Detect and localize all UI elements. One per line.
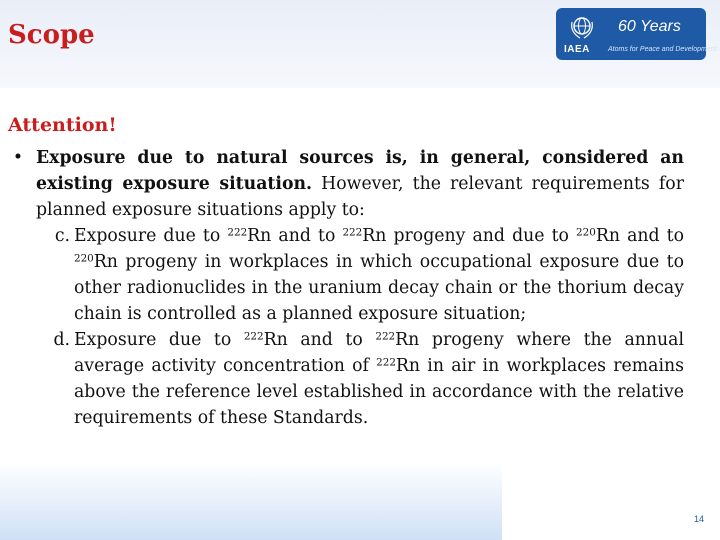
list-item-d (36, 327, 684, 431)
list-item-text: Rn progeny where the annual average activity concentration of (74, 330, 685, 376)
isotope-superscript: 222 (342, 226, 363, 239)
isotope-superscript: 220 (74, 252, 94, 265)
bullet-bold-text: Exposure due to natural sources is, in general, considered an existing exposure situation. (36, 148, 684, 194)
iaea-60-years-logo (556, 8, 717, 60)
isotope-superscript: 222 (227, 226, 248, 239)
bullet-normal-text: However, the relevant requirements for planned exposure situations apply to: (36, 174, 684, 220)
slide-body (8, 145, 684, 431)
un-emblem-icon (568, 14, 596, 42)
page-number: 14 (693, 514, 704, 524)
list-item-text: Rn in air in workplaces remains above the reference level established in accordance with the relative requirements of these Standards. (74, 356, 684, 428)
list-item-c (36, 223, 684, 327)
isotope-superscript: 222 (243, 330, 264, 343)
list-item-letter: c. (54, 226, 70, 246)
list-item-letter: d. (53, 330, 70, 350)
list-item-text: Rn progeny and due to (362, 226, 577, 246)
list-item-text: Rn and to (263, 330, 376, 350)
sub-list (36, 223, 684, 431)
footer-band (0, 462, 502, 540)
list-item-text: Rn progeny in workplaces in which occupational exposure due to other radionuclides in the uranium decay chain or the thorium decay chain is controlled as a planned exposure situation; (74, 252, 684, 324)
bullet-icon: • (12, 148, 24, 168)
page-title: Scope (8, 20, 95, 50)
isotope-superscript: 222 (375, 330, 396, 343)
list-item-text: Rn and to (247, 226, 343, 246)
isotope-superscript: 222 (376, 356, 396, 369)
list-item-text: Exposure due to (74, 330, 244, 350)
attention-heading: Attention! (8, 114, 117, 136)
logo-tagline-text: Atoms for Peace and Development (608, 46, 717, 53)
list-item-text: Exposure due to (74, 226, 228, 246)
list-item-text: Rn and to (595, 226, 685, 246)
logo-years-text: 60 Years (618, 18, 681, 35)
bullet-point (8, 145, 684, 431)
isotope-superscript: 220 (576, 226, 596, 239)
bullet-text (36, 145, 684, 223)
logo-org-text: IAEA (564, 44, 590, 55)
